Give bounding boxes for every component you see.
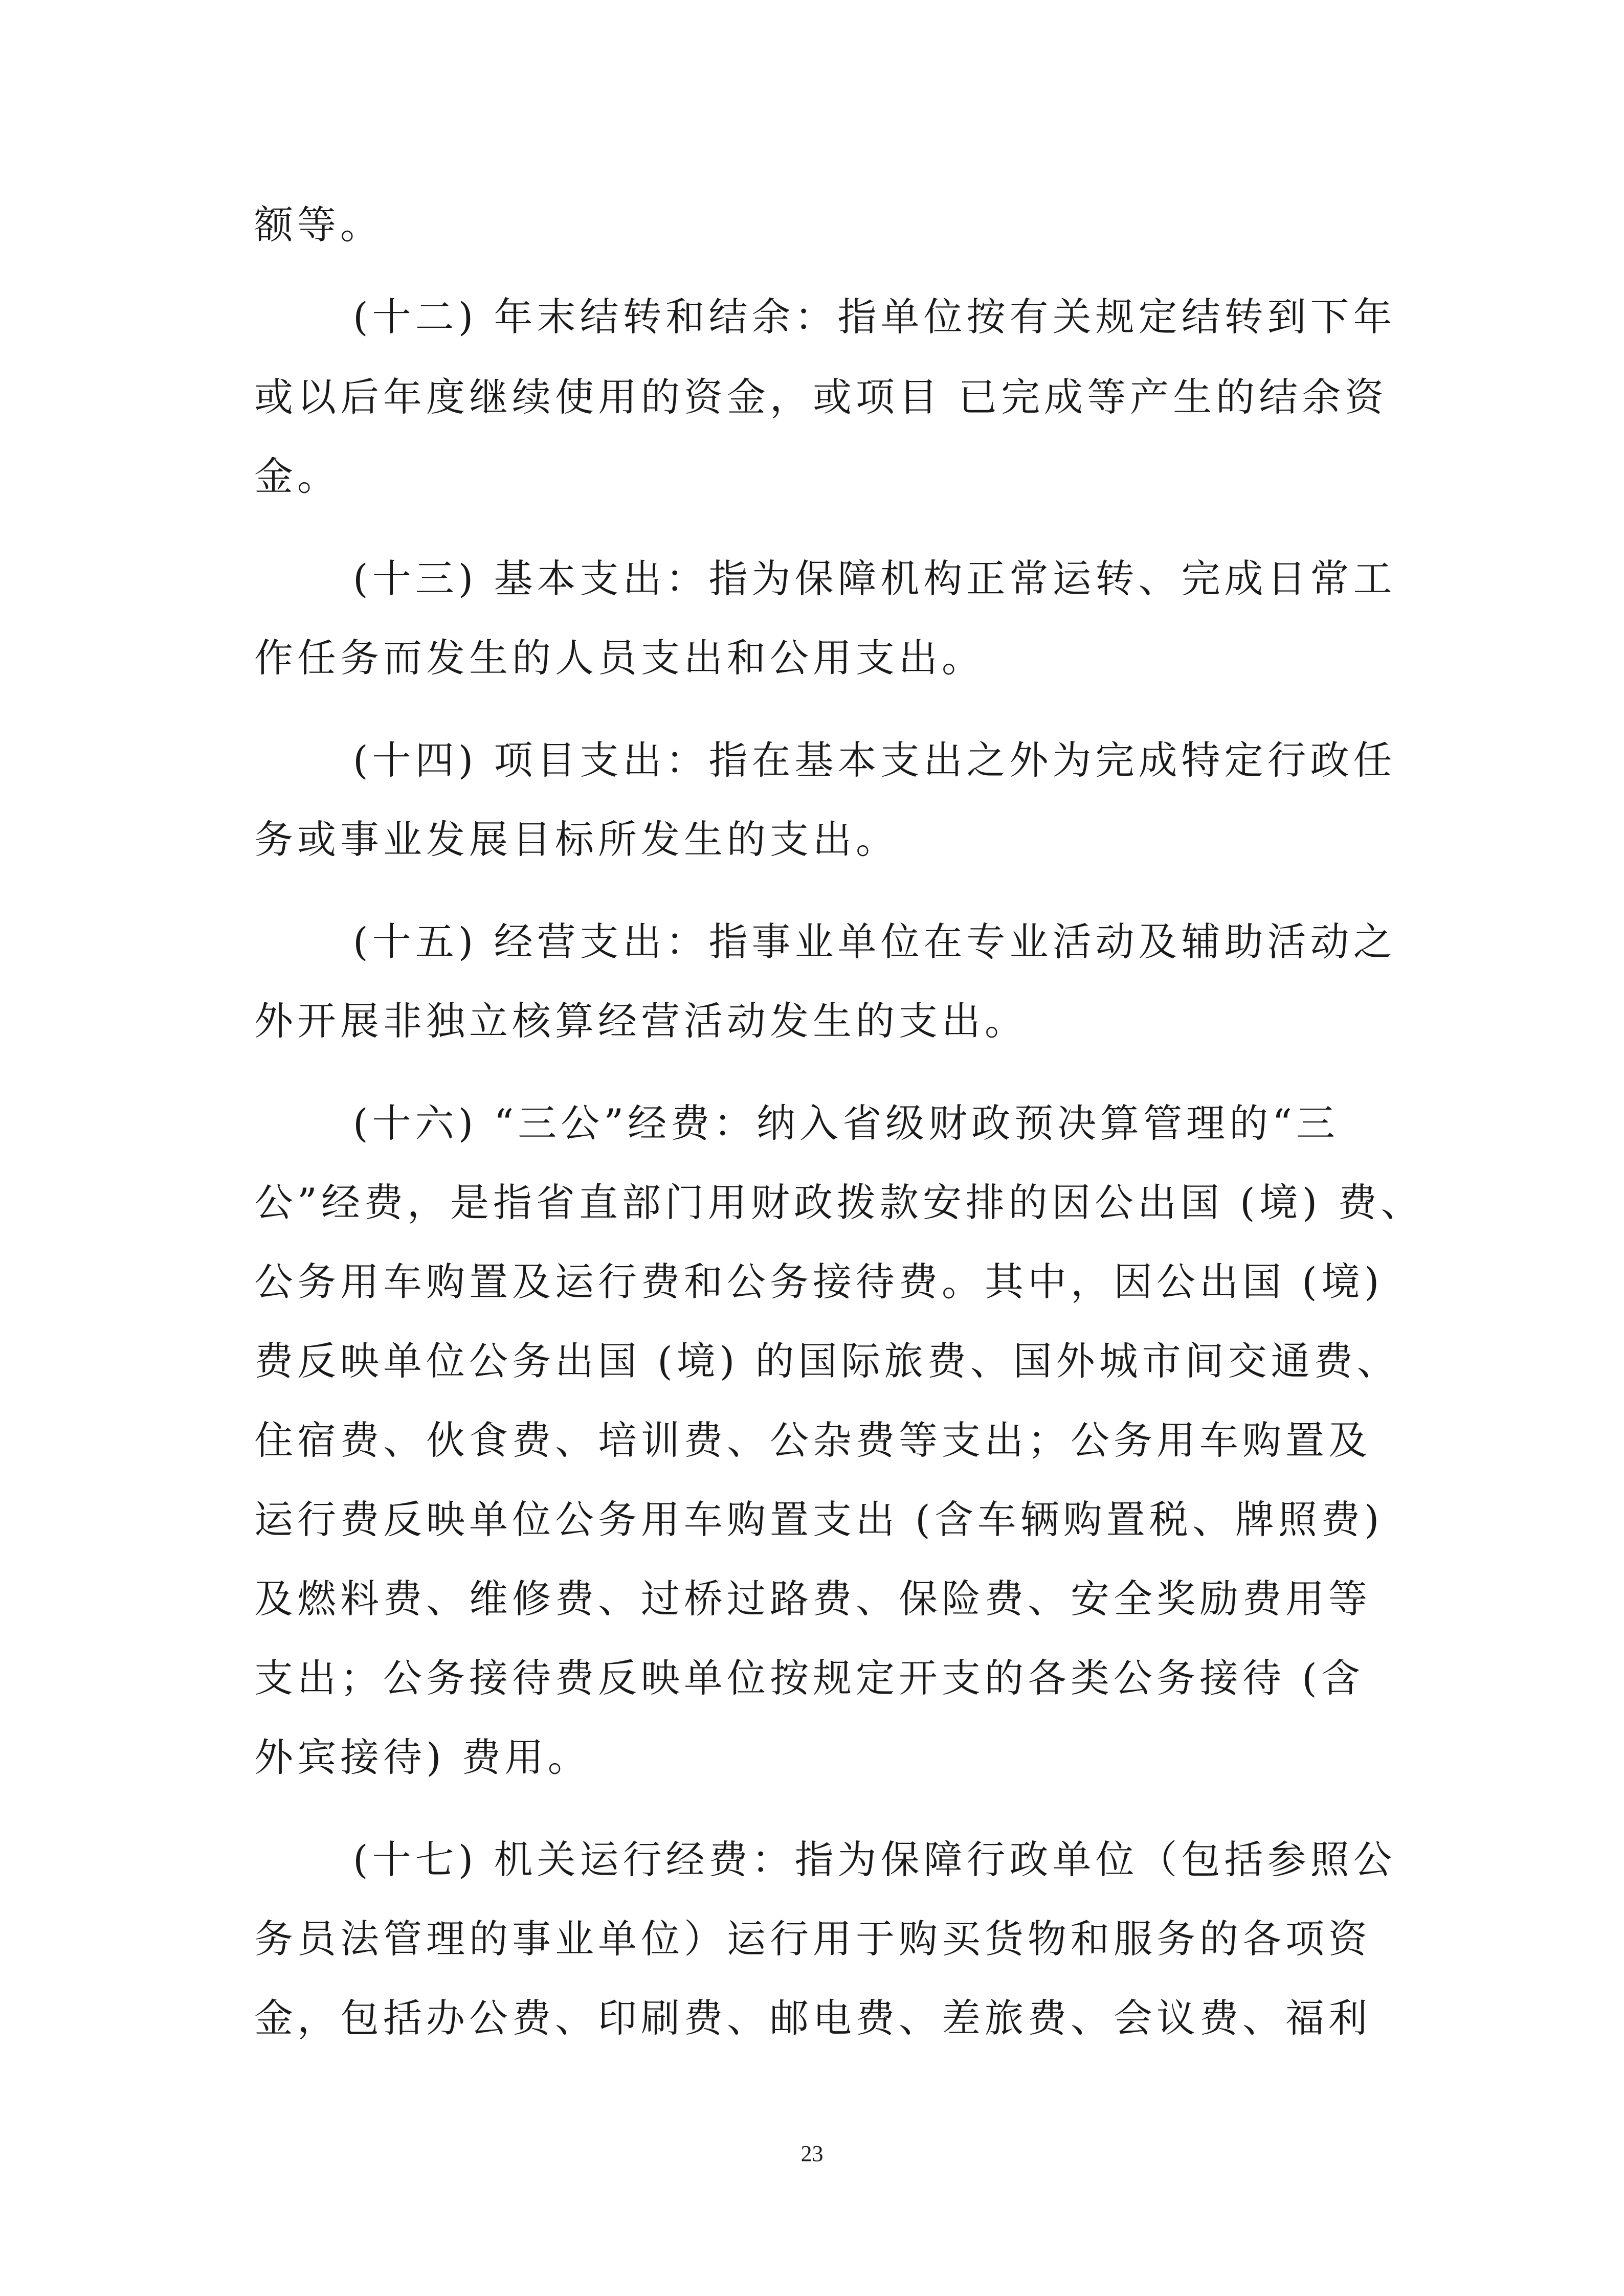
text-line: 运行费反映单位公务用车购置支出 (含车辆购置税、牌照费) <box>254 1497 1384 1542</box>
text-line: 外开展非独立核算经营活动发生的支出。 <box>254 998 1028 1044</box>
text-line: 或以后年度继续使用的资金，或项目 已完成等产生的结余资 <box>254 374 1388 420</box>
paragraph-heading-line: (十六) “三公”经费：纳入省级财政预决算管理的“三 <box>353 1100 1340 1146</box>
text-line: 费反映单位公务出国 (境) 的国际旅费、国外城市间交通费、 <box>254 1338 1400 1384</box>
text-line: 住宿费、伙食费、培训费、公杂费等支出；公务用车购置及 <box>254 1417 1371 1463</box>
text-line: 务员法管理的事业单位）运行用于购买货物和服务的各项资 <box>254 1916 1371 1962</box>
text-line: 外宾接待) 费用。 <box>254 1735 591 1780</box>
text-line: 及燃料费、维修费、过桥过路费、保险费、安全奖励费用等 <box>254 1576 1371 1622</box>
paragraph-heading-line: (十四) 项目支出：指在基本支出之外为完成特定行政任 <box>353 737 1396 783</box>
paragraph-heading-line: (十三) 基本支出：指为保障机构正常运转、完成日常工 <box>353 556 1396 601</box>
page-number: 23 <box>800 2141 824 2166</box>
text-line: 支出；公务接待费反映单位按规定开支的各类公务接待 (含 <box>254 1655 1364 1701</box>
paragraph-heading-line: (十五) 经营支出：指事业单位在专业活动及辅助活动之 <box>353 919 1396 964</box>
paragraph-heading-line: (十七) 机关运行经费：指为保障行政单位（包括参照公 <box>353 1837 1396 1882</box>
text-line: 作任务而发生的人员支出和公用支出。 <box>254 635 985 681</box>
text-line: 金。 <box>254 454 340 499</box>
text-line: 公”经费，是指省直部门用财政拨款安排的因公出国 (境) 费、 <box>254 1180 1424 1225</box>
text-line: 额等。 <box>254 202 383 247</box>
text-line: 务或事业发展目标所发生的支出。 <box>254 817 899 862</box>
paragraph-heading-line: (十二) 年末结转和结余：指单位按有关规定结转到下年 <box>353 294 1396 340</box>
text-line: 公务用车购置及运行费和公务接待费。其中，因公出国 (境) <box>254 1259 1384 1304</box>
text-line: 金，包括办公费、印刷费、邮电费、差旅费、会议费、福利 <box>254 1995 1371 2041</box>
